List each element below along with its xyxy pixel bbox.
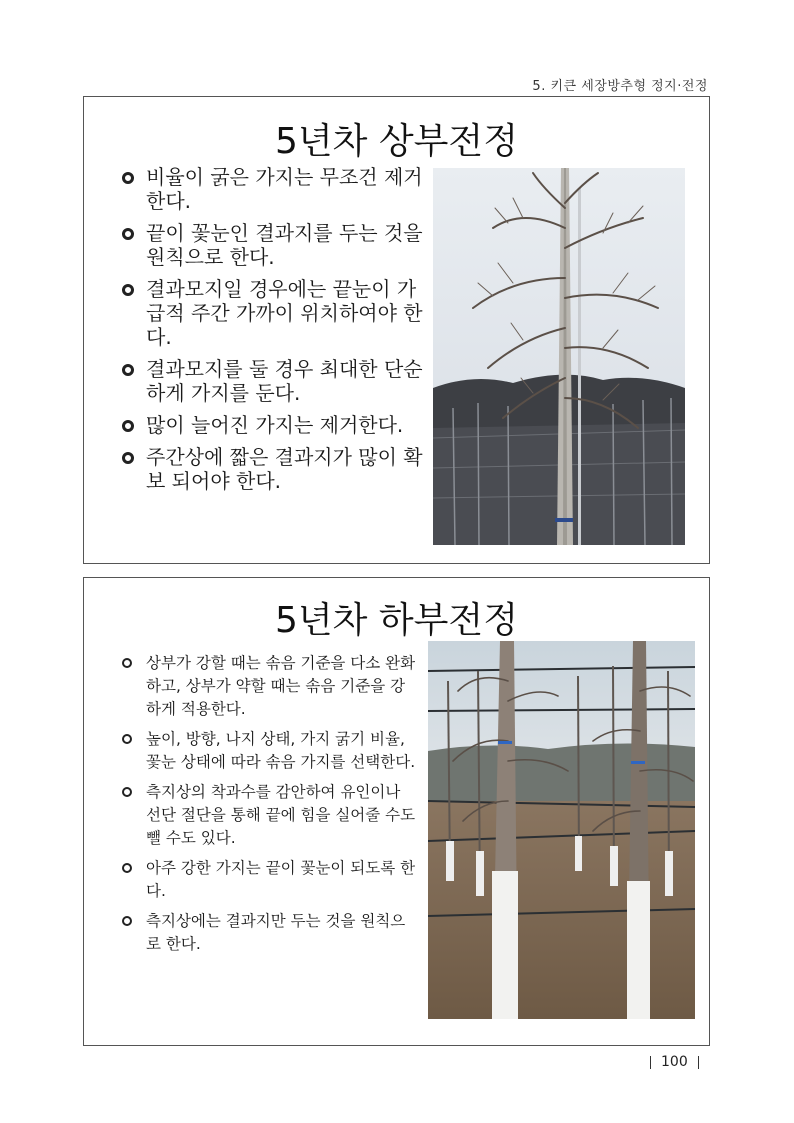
bullet-text: 끝이 꽃눈인 결과지를 두는 것을 원칙으로 한다. <box>146 221 423 269</box>
bullet-circle-icon <box>122 734 132 744</box>
list-item <box>120 910 420 956</box>
list-item <box>120 781 420 850</box>
bullet-text: 상부가 강할 때는 솎음 기준을 다소 완화하고, 상부가 약할 때는 솎음 기준을 강하게 적용한다. <box>146 654 416 718</box>
list-item <box>120 728 420 774</box>
bullet-text: 주간상에 짧은 결과지가 많이 확보 되어야 한다. <box>146 445 423 493</box>
slide-upper-pruning <box>83 96 710 564</box>
list-item <box>120 221 425 269</box>
list-item <box>120 277 425 349</box>
bullet-list <box>120 165 425 501</box>
bullet-circle-icon <box>122 916 132 926</box>
bullet-circle-icon <box>122 658 132 668</box>
bullet-circle-icon <box>122 863 132 873</box>
bullet-circle-icon <box>122 172 134 184</box>
list-item <box>120 165 425 213</box>
bullet-text: 결과모지를 둘 경우 최대한 단순하게 가지를 둔다. <box>146 357 423 405</box>
list-item <box>120 413 425 437</box>
bullet-text: 결과모지일 경우에는 끝눈이 가급적 주간 가까이 위치하여야 한다. <box>146 277 423 349</box>
bullet-circle-icon <box>122 228 134 240</box>
bullet-text: 비율이 굵은 가지는 무조건 제거한다. <box>146 165 423 213</box>
bullet-circle-icon <box>122 452 134 464</box>
list-item <box>120 445 425 493</box>
bullet-circle-icon <box>122 284 134 296</box>
slide-title: 5년차 하부전정 <box>274 600 518 641</box>
divider <box>650 1056 651 1069</box>
bullet-circle-icon <box>122 787 132 797</box>
bullet-text: 아주 강한 가지는 끝이 꽃눈이 되도록 한다. <box>146 859 416 900</box>
tree-photo-upper <box>433 168 685 545</box>
bullet-text: 측지상에는 결과지만 두는 것을 원칙으로 한다. <box>146 912 406 953</box>
orchard-photo-lower <box>428 641 695 1019</box>
bullet-list <box>120 652 420 963</box>
bullet-text: 측지상의 착과수를 감안하여 유인이나 선단 절단을 통해 끝에 힘을 실어줄 수도 뺄 수도 있다. <box>146 783 416 847</box>
slide-title: 5년차 상부전정 <box>274 121 518 162</box>
divider <box>698 1056 699 1069</box>
list-item <box>120 652 420 721</box>
slide-lower-pruning <box>83 577 710 1046</box>
list-item <box>120 857 420 903</box>
page-footer <box>640 1054 709 1070</box>
bullet-circle-icon <box>122 364 134 376</box>
bullet-text: 많이 늘어진 가지는 제거한다. <box>146 413 404 437</box>
running-header: 5. 키큰 세장방추형 정지·전정 <box>532 79 708 94</box>
page-number: 100 <box>661 1054 688 1070</box>
bullet-text: 높이, 방향, 나지 상태, 가지 굵기 비율, 꽃눈 상태에 따라 솎음 가지를 선택한다. <box>146 730 416 771</box>
list-item <box>120 357 425 405</box>
bullet-circle-icon <box>122 420 134 432</box>
